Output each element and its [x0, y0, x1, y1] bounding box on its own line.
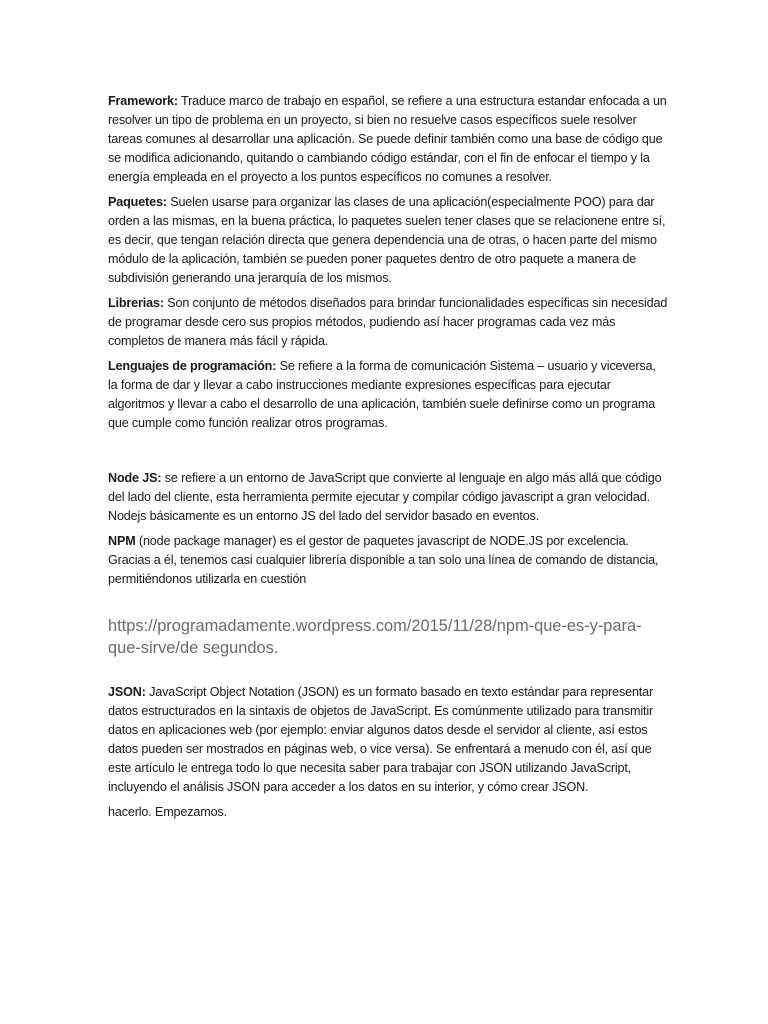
paragraph-paquetes	[108, 193, 668, 288]
term-json: JSON:	[108, 685, 146, 699]
definition-lenguajes: Se refiere a la forma de comunicación Sistema – usuario y viceversa, la forma de dar y llevar a cabo instrucciones mediante expresiones específicas para ejecutar algoritmos y llevar a cabo el desarrollo de una aplicación, también suele definirse como un programa que cumple como función realizar otros programas.	[108, 359, 656, 430]
document-body	[108, 92, 668, 828]
term-librerias: Librerias:	[108, 296, 164, 310]
paragraph-nodejs	[108, 469, 668, 526]
paragraph-lenguajes	[108, 357, 668, 433]
term-lenguajes: Lenguajes de programación:	[108, 359, 277, 373]
definition-json: JavaScript Object Notation (JSON) es un formato basado en texto estándar para representar datos estructurados en la sintaxis de objetos de JavaScript. Es comúnmente utilizado para transmitir datos en aplicaciones web (por ejemplo: enviar algunos datos desde el servidor al cliente, así estos datos pueden ser mostrados en páginas web, o vice versa). Se enfrentará a menudo con él, así que este artículo le entrega todo lo que necesita saber para trabajar con JSON utilizando JavaScript, incluyendo el análisis JSON para acceder a los datos en su interior, y cómo crear JSON.	[108, 685, 654, 794]
term-paquetes: Paquetes:	[108, 195, 167, 209]
definition-librerias: Son conjunto de métodos diseñados para brindar funcionalidades específicas sin necesidad de programar desde cero sus propios métodos, pudiendo así hacer programas cada vez más completos de manera más fácil y rápida.	[108, 296, 668, 348]
source-url-link[interactable]: https://programadamente.wordpress.com/2015/11/28/npm-que-es-y-para-que-sirve/de segundos.	[108, 617, 642, 657]
paragraph-npm	[108, 532, 668, 589]
spacer	[108, 595, 668, 615]
definition-framework: Traduce marco de trabajo en español, se refiere a una estructura estandar enfocada a un resolver un tipo de problema en un proyecto, si bien no resuelve casos específicos suele resolver tareas comunes al desarrollar una aplicación. Se puede definir también como una base de código que se modifica adicionando, quitando o cambiando código estándar, con el fin de enfocar el tiempo y la energía empleada en el proyecto a los puntos específicos no comunes a resolver.	[108, 94, 667, 184]
paragraph-closing: hacerlo. Empezamos.	[108, 805, 227, 819]
source-url	[108, 615, 668, 659]
paragraph-librerias	[108, 294, 668, 351]
term-framework: Framework:	[108, 94, 178, 108]
spacer	[108, 659, 668, 683]
definition-nodejs: se refiere a un entorno de JavaScript que convierte al lenguaje en algo más allá que código del lado del cliente, esta herramienta permite ejecutar y compilar código javascript a gran velocidad. Nodejs básicamente es un entorno JS del lado del servidor basado en eventos.	[108, 471, 662, 523]
definition-npm: (node package manager) es el gestor de paquetes javascript de NODE.JS por excelencia. Gracias a él, tenemos casi cualquier librería disponible a tan solo una línea de comando de distancia, permitiéndonos utilizarla en cuestión	[108, 534, 659, 586]
paragraph-json	[108, 683, 668, 797]
term-npm: NPM	[108, 534, 136, 548]
definition-paquetes: Suelen usarse para organizar las clases de una aplicación(especialmente POO) para dar orden a las mismas, en la buena práctica, lo paquetes suelen tener clases que se relacionene entre sí, es decir, que tengan relación directa que genera dependencia una de otras, o hacen parte del mismo módulo de la aplicación, también se pueden poner paquetes dentro de otro paquete a manera de subdivisión generando una jerarquía de los mismos.	[108, 195, 666, 285]
term-nodejs: Node JS:	[108, 471, 162, 485]
spacer	[108, 439, 668, 469]
paragraph-framework	[108, 92, 668, 187]
